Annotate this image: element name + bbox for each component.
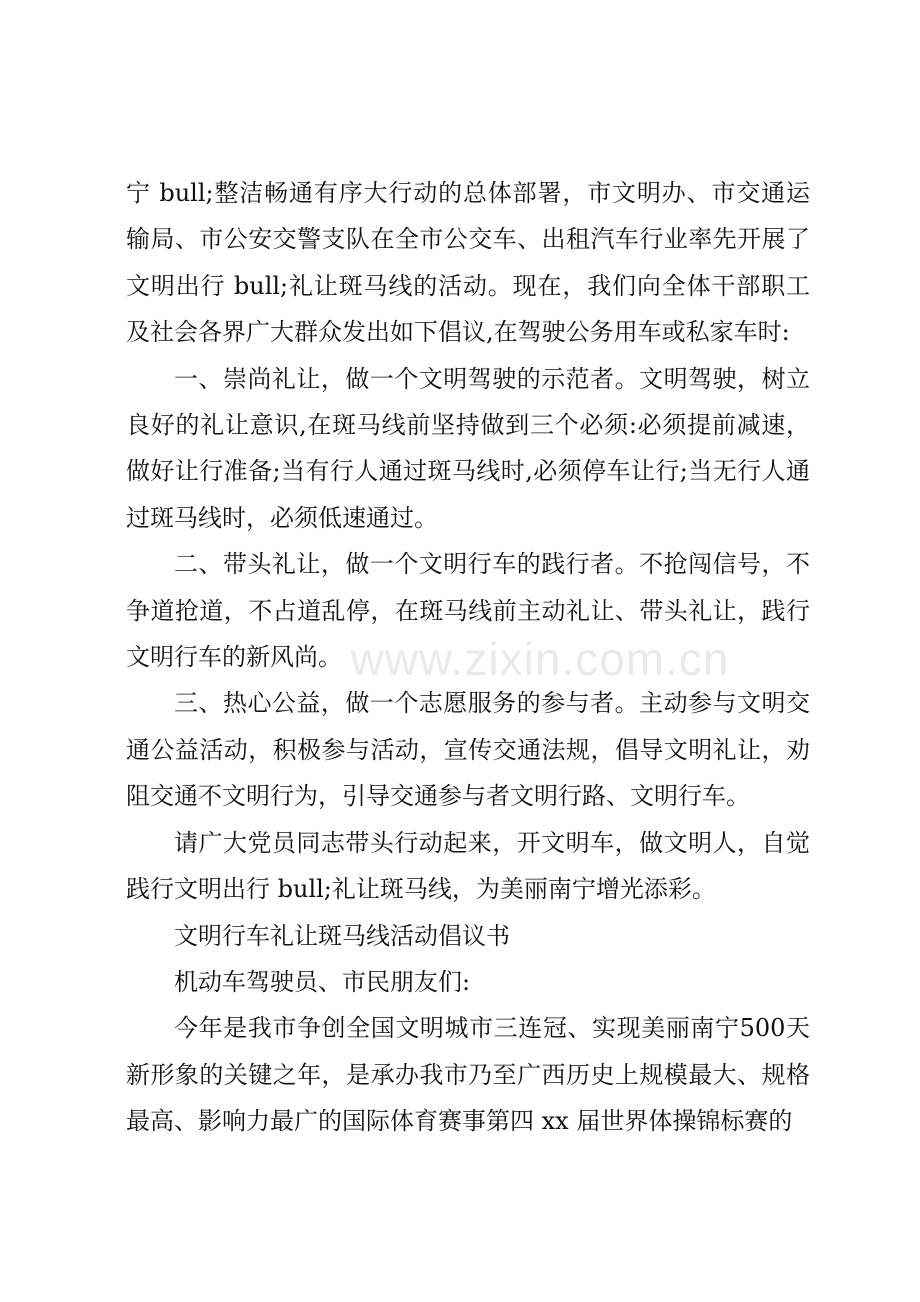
paragraph-point-two: 二、带头礼让，做一个文明行车的践行者。不抢闯信号，不争道抢道，不占道乱停，在斑马线前主动礼让、带头礼让，践行文明行车的新风尚。: [126, 550, 810, 672]
paragraph-opening: 今年是我市争创全国文明城市三连冠、实现美丽南宁500天新形象的关键之年，是承办我市乃至广西历史上规模最大、规格最高、影响力最广的国际体育赛事第四 xx 届世界体操锦标赛的: [126, 1014, 810, 1136]
salutation: 机动车驾驶员、市民朋友们:: [174, 967, 471, 996]
paragraph-intro-continuation: 宁 bull;整洁畅通有序大行动的总体部署，市文明办、市交通运输局、市公安交警支队在全市公交车、出租汽车行业率先开展了文明出行 bull;礼让斑马线的活动。现在，我们向全体干部职工及社会各界广大群众发出如下倡议,在驾驶公务用车或私家车时:: [126, 179, 810, 347]
paragraph-point-three: 三、热心公益，做一个志愿服务的参与者。主动参与文明交通公益活动，积极参与活动，宣传交通法规，倡导文明礼让，劝阻交通不文明行为，引导交通参与者文明行路、文明行车。: [126, 689, 810, 811]
paragraph-call-to-action: 请广大党员同志带头行动起来，开文明车，做文明人，自觉践行文明出行 bull;礼让斑马线，为美丽南宁增光添彩。: [126, 828, 810, 904]
document-title: 文明行车礼让斑马线活动倡议书: [174, 921, 510, 950]
paragraph-point-one: 一、崇尚礼让，做一个文明驾驶的示范者。文明驾驶，树立良好的礼让意识,在斑马线前坚持做到三个必须:必须提前减速，做好让行准备;当有行人通过斑马线时,必须停车让行;当无行人通过斑马线时，必须低速通过。: [126, 364, 810, 532]
document-body: [126, 170, 810, 1145]
watermark: www.zixin.com.cn: [350, 633, 730, 685]
